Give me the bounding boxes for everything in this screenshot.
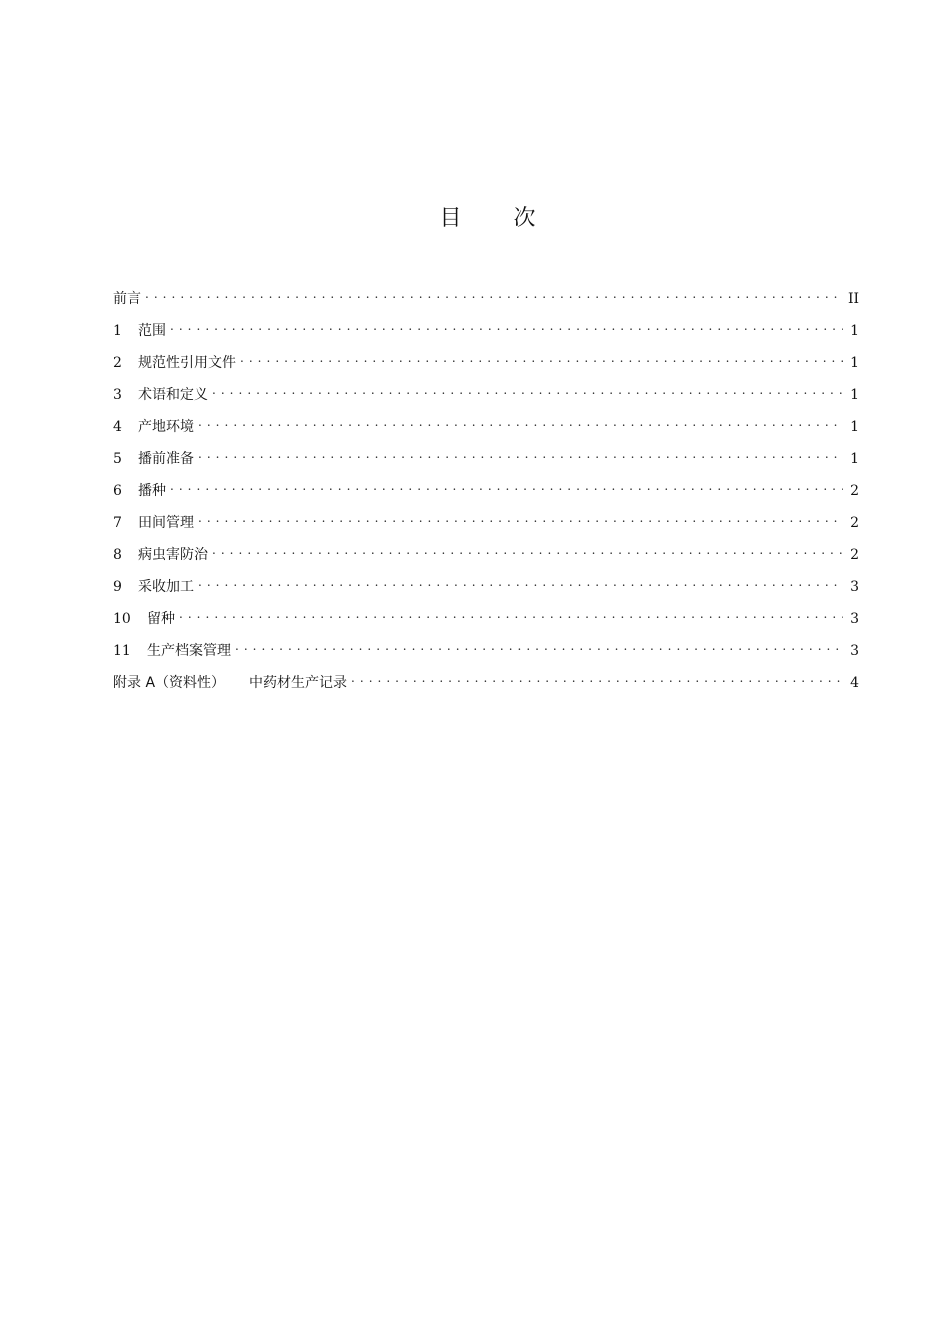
toc-entry-appendix-a[interactable] [113, 672, 859, 704]
toc-entry-10[interactable] [113, 608, 859, 640]
toc-entry-label: 规范性引用文件 [138, 355, 236, 371]
toc-entry-number: 5 [113, 451, 122, 467]
toc-entry-number: 7 [113, 515, 122, 531]
toc-entry-number: 1 [113, 323, 122, 339]
toc-entry-7[interactable] [113, 512, 859, 544]
toc-entry-label: 产地环境 [138, 419, 194, 435]
toc-entry-label: 田间管理 [138, 515, 194, 531]
title-char-2: 次 [513, 206, 536, 231]
toc-page-number: 1 [850, 355, 859, 371]
toc-entry-3[interactable] [113, 384, 859, 416]
toc-leader-dots [235, 641, 843, 655]
toc-page-number: 2 [850, 515, 859, 531]
toc-page-number: 3 [850, 611, 859, 627]
toc-entry-label: 范围 [138, 323, 166, 339]
toc-entry-label: 术语和定义 [138, 387, 208, 403]
page-title [0, 201, 950, 232]
toc-leader-dots [198, 417, 843, 431]
toc-page-number: 2 [850, 547, 859, 563]
toc-leader-dots [170, 321, 843, 335]
toc-entry-label: 采收加工 [138, 579, 194, 595]
toc-entry-4[interactable] [113, 416, 859, 448]
toc-entry-label: 中药材生产记录 [249, 675, 348, 691]
toc-entry-label: 病虫害防治 [138, 547, 208, 563]
toc-entry-9[interactable] [113, 576, 859, 608]
toc-leader-dots [145, 289, 843, 303]
toc-leader-dots [198, 449, 843, 463]
toc-leader-dots [351, 673, 843, 687]
toc-leader-dots [240, 353, 843, 367]
toc-page-number: 3 [850, 643, 859, 659]
toc-page-number: 3 [850, 579, 859, 595]
toc-page-number: 1 [850, 323, 859, 339]
toc-leader-dots [198, 577, 843, 591]
toc-entry-1[interactable] [113, 320, 859, 352]
toc-page-number: 2 [850, 483, 859, 499]
toc-entry-number: 3 [113, 387, 122, 403]
toc-page-number: 4 [850, 675, 859, 691]
toc-entry-number: 4 [113, 419, 122, 435]
toc-entry-number: 9 [113, 579, 122, 595]
toc-entry-label: 留种 [147, 611, 175, 627]
toc-entry-number: 2 [113, 355, 122, 371]
toc-page-number: 1 [850, 451, 859, 467]
toc-entry-number: 8 [113, 547, 122, 563]
toc-entry-11[interactable] [113, 640, 859, 672]
toc-entry-label: 播前准备 [138, 451, 194, 467]
toc-entry-5[interactable] [113, 448, 859, 480]
toc-entry-label: 前言 [113, 291, 141, 307]
toc-entry-number: 11 [113, 643, 131, 659]
toc-page-number: II [847, 291, 859, 307]
toc-page-number: 1 [850, 419, 859, 435]
table-of-contents [113, 288, 859, 704]
toc-appendix-prefix: 附录 A（资料性） [113, 675, 226, 691]
toc-entry-number: 6 [113, 483, 122, 499]
toc-entry-8[interactable] [113, 544, 859, 576]
toc-entry-number: 10 [113, 611, 131, 627]
toc-leader-dots [198, 513, 843, 527]
toc-leader-dots [212, 545, 843, 559]
toc-entry-6[interactable] [113, 480, 859, 512]
title-char-1: 目 [439, 206, 462, 231]
toc-leader-dots [170, 481, 843, 495]
toc-entry-foreword[interactable] [113, 288, 859, 320]
toc-page-number: 1 [850, 387, 859, 403]
toc-leader-dots [179, 609, 843, 623]
toc-entry-label: 生产档案管理 [147, 643, 231, 659]
toc-entry-label: 播种 [138, 483, 166, 499]
toc-entry-2[interactable] [113, 352, 859, 384]
toc-leader-dots [212, 385, 843, 399]
